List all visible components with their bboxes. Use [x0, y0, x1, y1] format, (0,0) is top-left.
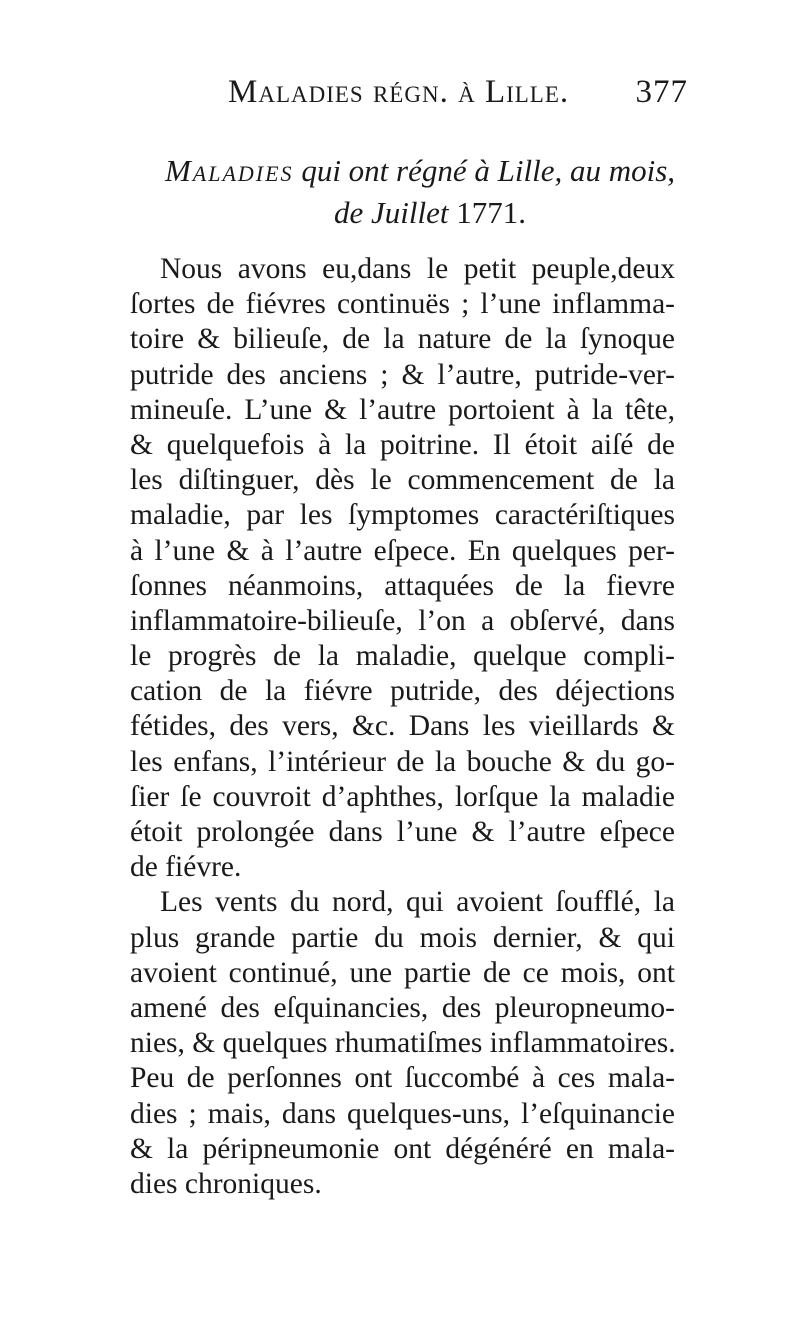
running-head	[228, 74, 688, 114]
text-line: amené des eſquinancies, des pleuropneumo-	[130, 991, 675, 1024]
text-line: Les vents du nord, qui avoient ſoufflé, la	[160, 886, 675, 919]
text-line: plus grande partie du mois dernier, & qui	[130, 921, 675, 954]
page-number: 377	[635, 74, 688, 110]
text-line: nies, & quelques rhumatiſmes inflammatoires.	[130, 1027, 676, 1060]
heading-line-2	[60, 192, 800, 234]
text-line: le progrès de la maladie, quelque compli-	[130, 640, 675, 673]
text-line: & la péripneumonie ont dégénéré en mala-	[130, 1132, 675, 1165]
text-line: les diſtinguer, dès le commencement de la	[130, 464, 675, 497]
text-line: dies ; mais, dans quelques-uns, l’eſquinancie	[130, 1097, 675, 1130]
text-line: mineuſe. L’une & l’autre portoient à la tête,	[130, 393, 675, 426]
paragraph	[130, 885, 675, 1202]
text-line: putride des anciens ; & l’autre, putride-ver-	[130, 358, 675, 391]
heading-line-1-rest: qui ont régné à Lille, au mois,	[293, 153, 676, 188]
text-line: à l’une & à l’autre eſpece. En quelques per-	[130, 534, 675, 567]
running-head-title: Maladies régn. à Lille.	[228, 74, 570, 110]
section-heading	[0, 150, 800, 234]
heading-caps-word: Maladies	[164, 153, 294, 188]
text-line: de fiévre.	[130, 851, 242, 884]
text-line: Peu de perſonnes ont ſuccombé à ces mala-	[130, 1062, 675, 1095]
text-line: fétides, des vers, &c. Dans les vieillards &	[130, 710, 675, 743]
text-line: cation de la fiévre putride, des déjections	[130, 675, 675, 708]
text-line: maladie, par les ſymptomes caractériſtiques	[130, 499, 675, 532]
text-line: ſortes de fiévres continuës ; l’une inflamma-	[130, 288, 675, 321]
body-text	[130, 252, 675, 1202]
heading-line-2-text: de Juillet	[334, 195, 457, 230]
heading-year: 1771.	[456, 195, 526, 230]
heading-line-1	[0, 150, 800, 192]
text-line: toire & bilieuſe, de la nature de la ſynoque	[130, 323, 675, 356]
text-line: & quelquefois à la poitrine. Il étoit aiſé de	[130, 428, 675, 461]
text-line: ſonnes néanmoins, attaquées de la fievre	[130, 569, 675, 602]
text-line: avoient continué, une partie de ce mois, ont	[130, 956, 675, 989]
text-line: Nous avons eu,dans le petit peuple,deux	[160, 253, 675, 285]
text-line: ſier ſe couvroit d’aphthes, lorſque la maladie	[130, 780, 675, 813]
text-line: étoit prolongée dans l’une & l’autre eſpece	[130, 816, 675, 848]
paragraph	[130, 252, 675, 885]
text-line: dies chroniques.	[130, 1167, 322, 1200]
text-line: les enfans, l’intérieur de la bouche & du go-	[130, 745, 675, 778]
text-line: inflammatoire-bilieuſe, l’on a obſervé, dans	[130, 604, 675, 637]
